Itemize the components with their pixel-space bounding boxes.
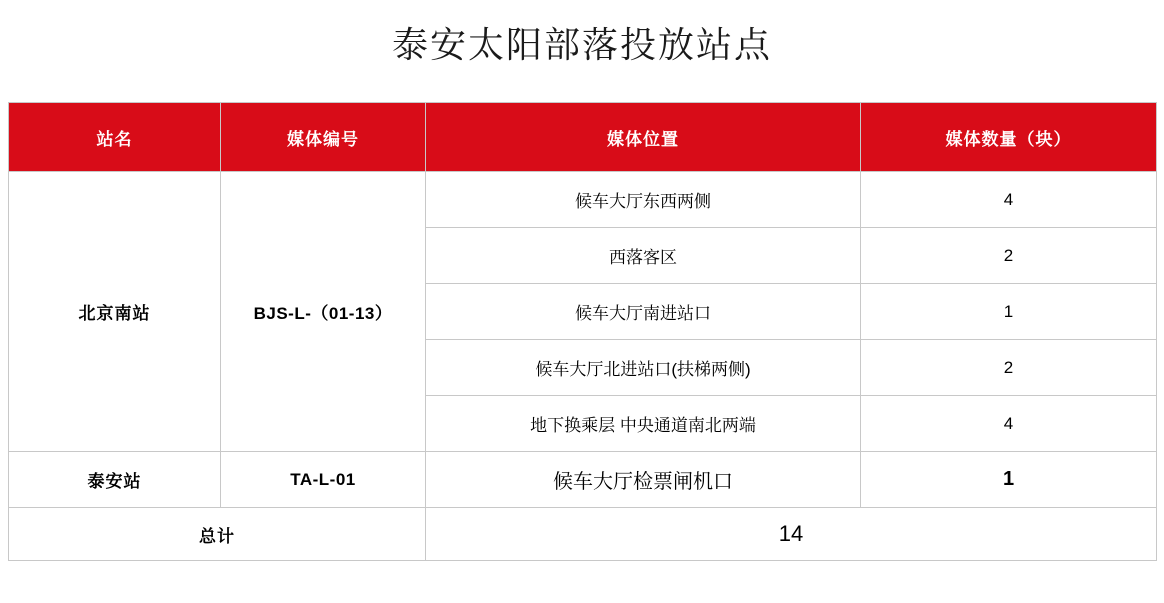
cell-count: 1 xyxy=(861,452,1157,508)
cell-count: 1 xyxy=(861,284,1157,340)
table-header-row xyxy=(9,103,1157,172)
media-table xyxy=(8,102,1157,561)
column-header-media-count: 媒体数量（块） xyxy=(861,103,1157,172)
table-header xyxy=(9,103,1157,172)
cell-count: 2 xyxy=(861,228,1157,284)
column-header-station: 站名 xyxy=(9,103,221,172)
cell-code-taian: TA-L-01 xyxy=(221,452,426,508)
table-total-row xyxy=(9,508,1157,561)
cell-station-beijing-south: 北京南站 xyxy=(9,172,221,452)
cell-count: 4 xyxy=(861,172,1157,228)
cell-code-beijing-south: BJS-L-（01-13） xyxy=(221,172,426,452)
media-table-container xyxy=(8,102,1156,561)
cell-location: 候车大厅南进站口 xyxy=(426,284,861,340)
cell-location: 候车大厅检票闸机口 xyxy=(426,452,861,508)
cell-location: 西落客区 xyxy=(426,228,861,284)
column-header-media-code: 媒体编号 xyxy=(221,103,426,172)
table-row xyxy=(9,172,1157,228)
page-title: 泰安太阳部落投放站点 xyxy=(391,25,772,65)
cell-count: 2 xyxy=(861,340,1157,396)
cell-total-value: 14 xyxy=(426,508,1157,561)
cell-location: 地下换乘层 中央通道南北两端 xyxy=(426,396,861,452)
table-body xyxy=(9,172,1157,561)
cell-location: 候车大厅北进站口(扶梯两侧) xyxy=(426,340,861,396)
column-header-media-location: 媒体位置 xyxy=(426,103,861,172)
cell-station-taian: 泰安站 xyxy=(9,452,221,508)
cell-count: 4 xyxy=(861,396,1157,452)
cell-location: 候车大厅东西两侧 xyxy=(426,172,861,228)
cell-total-label: 总计 xyxy=(9,508,426,561)
table-row xyxy=(9,452,1157,508)
